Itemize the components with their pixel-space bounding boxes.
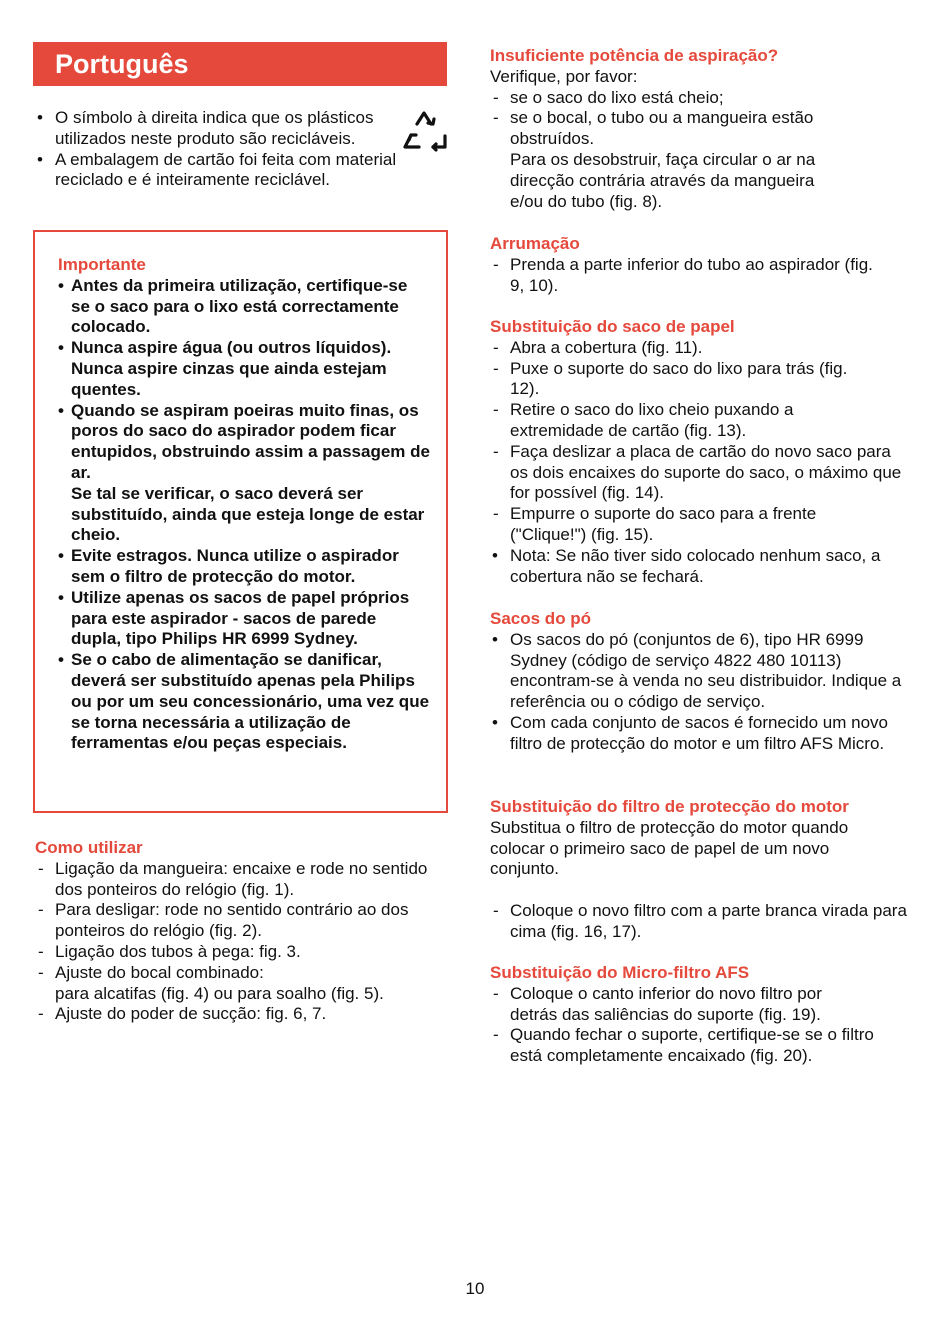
list-item — [490, 108, 850, 212]
note: • Nota: Se não tiver sido colocado nenhum saco, a cobertura não se fechará. — [490, 546, 910, 588]
como-utilizar-list — [35, 859, 450, 1025]
important-list — [58, 276, 430, 754]
list-item: - Coloque o canto inferior do novo filtro por detrás das saliências do suporte (fig. 19). — [490, 984, 870, 1026]
section-heading: Sacos do pó — [490, 609, 592, 628]
micro-filtro-section — [490, 963, 910, 1067]
section-heading: Substituição do filtro de protecção do motor — [490, 797, 849, 816]
substituicao-saco-section — [490, 317, 910, 587]
list-item: - Puxe o suporte do saco do lixo para trás (fig. 12). — [490, 359, 850, 401]
list-item: - Abra a cobertura (fig. 11). — [490, 338, 910, 359]
list-item — [58, 401, 430, 547]
section-heading: Substituição do saco de papel — [490, 317, 735, 336]
filtro-motor-list — [490, 901, 910, 943]
section-lead: Verifique, por favor: — [490, 66, 638, 86]
list-item: - se o saco do lixo está cheio; — [490, 88, 910, 109]
list-item: • Se o cabo de alimentação se danificar, deverá ser substituído apenas pela Philips ou por um seu concessionário, uma vez que se torna necessária a utilização de ferramentas e/ou peças especiais. — [58, 650, 430, 754]
page-number: 10 — [465, 1279, 485, 1298]
list-item: • Evite estragos. Nunca utilize o aspirador sem o filtro de protecção do motor. — [58, 546, 430, 588]
list-item — [35, 963, 450, 1005]
como-utilizar-section — [35, 838, 450, 1025]
sacos-po-list — [490, 630, 910, 755]
section-heading: Insuficiente potência de aspiração? — [490, 46, 779, 65]
list-item: • O símbolo à direita indica que os plásticos utilizados neste produto são recicláveis. — [35, 108, 395, 150]
list-item-extra: para alcatifas (fig. 4) ou para soalho (fig. 5). — [55, 983, 384, 1003]
list-item: - Prenda a parte inferior do tubo ao aspirador (fig. 9, 10). — [490, 255, 890, 297]
important-heading: Importante — [58, 255, 146, 274]
list-item-text: Ajuste do bocal combinado: — [55, 962, 264, 982]
list-item: - Coloque o novo filtro com a parte branca virada para cima (fig. 16, 17). — [490, 901, 910, 943]
note-list — [490, 546, 910, 588]
arrumacao-list — [490, 255, 910, 297]
section-heading: Arrumação — [490, 234, 580, 253]
arrumacao-section — [490, 234, 910, 296]
substituicao-saco-list — [490, 338, 910, 546]
list-item-text: Quando se aspiram poeiras muito finas, os poros do saco do aspirador podem ficar entupidos, obstruindo assim a passagem de ar. — [71, 400, 430, 482]
section-text: Substitua o filtro de protecção do motor quando colocar o primeiro saco de papel de um novo conjunto. — [490, 817, 849, 879]
filtro-motor-section — [490, 797, 910, 943]
list-item-extra: Se tal se verificar, o saco deverá ser substituído, ainda que esteja longe de estar cheio. — [71, 483, 425, 545]
list-item: • Os sacos do pó (conjuntos de 6), tipo HR 6999 Sydney (código de serviço 4822 480 10113) encontram-se à venda no seu distribuidor. Indique a referência ou o código de serviço. — [490, 630, 905, 713]
list-item-text: se o bocal, o tubo ou a mangueira estão obstruídos. — [510, 108, 814, 149]
list-item: - Empurre o suporte do saco para a frente ("Clique!") (fig. 15). — [490, 504, 870, 546]
list-item: - Quando fechar o suporte, certifique-se se o filtro está completamente encaixado (fig. 20). — [490, 1025, 910, 1067]
micro-filtro-list — [490, 984, 910, 1067]
section-heading: Substituição do Micro-filtro AFS — [490, 963, 750, 982]
list-item: - Ligação dos tubos à pega: fig. 3. — [35, 942, 450, 963]
list-item: - Retire o saco do lixo cheio puxando a extremidade de cartão (fig. 13). — [490, 400, 850, 442]
list-item: - Ligação da mangueira: encaixe e rode no sentido dos ponteiros do relógio (fig. 1). — [35, 859, 450, 901]
important-box — [33, 230, 448, 813]
list-item: - Ajuste do poder de sucção: fig. 6, 7. — [35, 1004, 450, 1025]
list-item: - Para desligar: rode no sentido contrário ao dos ponteiros do relógio (fig. 2). — [35, 900, 450, 942]
list-item: • Utilize apenas os sacos de papel próprios para este aspirador - sacos de parede dupla, tipo Philips HR 6999 Sydney. — [58, 588, 430, 650]
page-title: Português — [33, 42, 447, 86]
list-item-extra: Para os desobstruir, faça circular o ar na direcção contrária através da mangueira e/ou do tubo (fig. 8). — [510, 149, 816, 211]
list-item: - Faça deslizar a placa de cartão do novo saco para os dois encaixes do suporte do saco, o máximo que for possível (fig. 14). — [490, 442, 910, 504]
list-item: • Antes da primeira utilização, certifique-se se o saco para o lixo está correctamente colocado. — [58, 276, 430, 338]
insuficiente-list — [490, 88, 910, 213]
intro-list — [35, 108, 395, 191]
list-item: • Nunca aspire água (ou outros líquidos). Nunca aspire cinzas que ainda estejam quentes. — [58, 338, 430, 400]
list-item: • Com cada conjunto de sacos é fornecido um novo filtro de protecção do motor e um filtro AFS Micro. — [490, 713, 890, 755]
section-heading: Como utilizar — [35, 838, 143, 857]
list-item: • A embalagem de cartão foi feita com material reciclado e é inteiramente reciclável. — [35, 150, 450, 192]
insuficiente-section — [490, 46, 910, 212]
sacos-po-section — [490, 609, 910, 755]
